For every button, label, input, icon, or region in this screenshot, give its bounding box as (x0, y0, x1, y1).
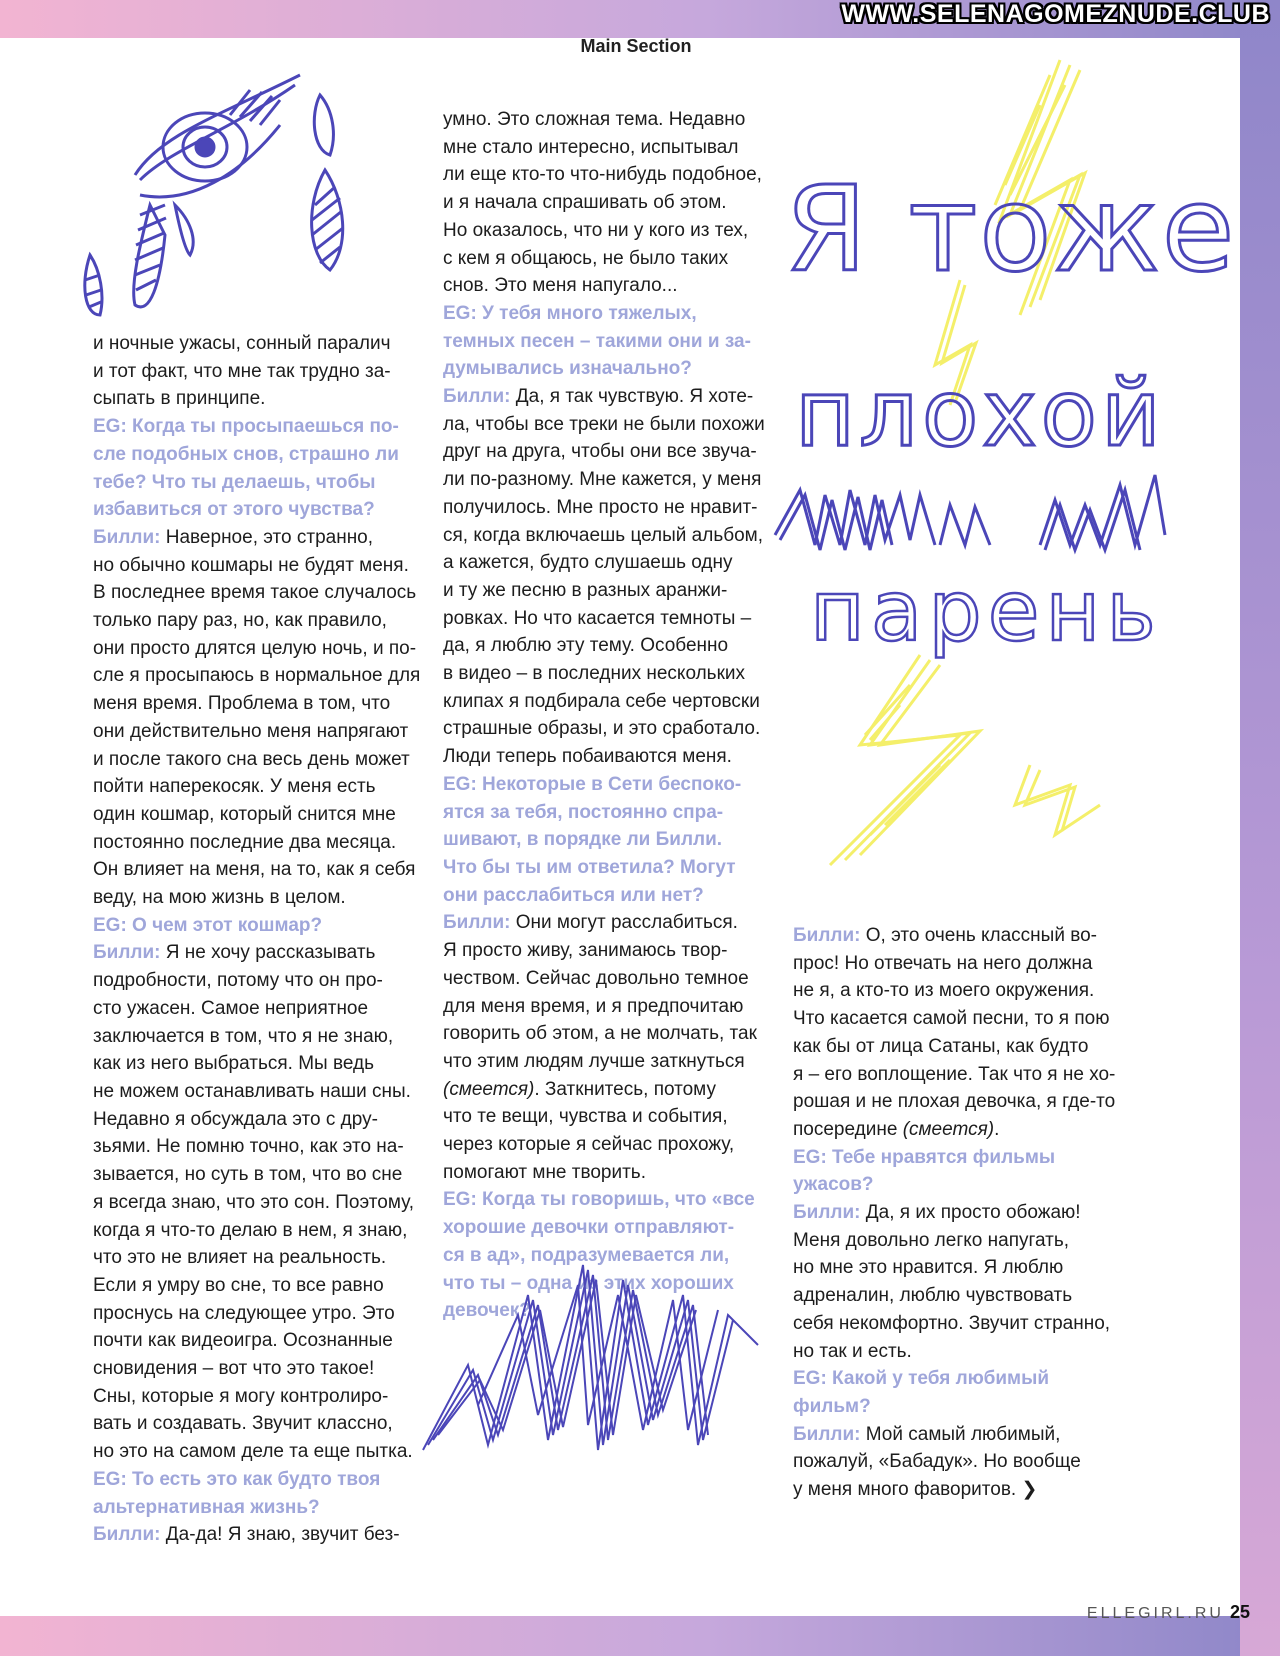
question-line: шивают, в порядке ли Билли. (443, 829, 723, 851)
body-line: чеством. Сейчас довольно темное (443, 967, 749, 989)
question-line: EG: Какой у тебя любимый (793, 1368, 1050, 1390)
body-line: что это не влияет на реальность. (93, 1247, 387, 1269)
body-line: вать и создавать. Звучит классно, (93, 1413, 393, 1435)
question-line: фильм? (793, 1395, 871, 1417)
question-line: альтернативная жизнь? (93, 1496, 320, 1518)
zigzag-doodle (418, 1255, 768, 1465)
speaker-label: Билли: (793, 925, 861, 946)
body-line: Если я умру во сне, то все равно (93, 1274, 384, 1296)
body-line: и ту же песню в разных аранжи- (443, 579, 728, 601)
speaker-label: Билли: (793, 1202, 861, 1224)
question-line: EG: Когда ты говоришь, что «все (443, 1189, 755, 1211)
body-text: . (994, 1118, 1000, 1140)
question-line: темных песен – такими они и за- (443, 330, 751, 352)
body-line: зьями. Не помню точно, как это на- (93, 1136, 404, 1158)
body-line: через которые я сейчас прохожу, (443, 1134, 735, 1156)
question-line: Что бы ты им ответила? Могут (443, 856, 736, 878)
body-line: как из него выбраться. Мы ведь (93, 1053, 374, 1075)
body-line: заключается в том, что я не знаю, (93, 1025, 394, 1047)
body-line: один кошмар, который снится мне (93, 803, 396, 825)
body-line: Я просто живу, занимаюсь твор- (443, 940, 728, 962)
answer-line (93, 524, 423, 552)
body-line: Он влияет на меня, на то, как я себя (93, 859, 416, 881)
body-line: но это на самом деле та еще пытка. (93, 1441, 413, 1463)
body-line: рошая и не плохая девочка, я где-то (793, 1091, 1116, 1113)
question-line: хорошие девочки отправляют- (443, 1217, 735, 1239)
body-line: получилось. Мне просто не нравит- (443, 496, 758, 518)
body-line: у меня много фаворитов. ❯ (793, 1479, 1038, 1501)
body-line: адреналин, люблю чувствовать (793, 1285, 1073, 1307)
body-line: с кем я общаюсь, не было таких (443, 247, 729, 269)
body-line: сновидения – вот что это такое! (93, 1358, 375, 1380)
article-column-1 (93, 330, 423, 1549)
article-column-2 (443, 106, 783, 1325)
body-line: постоянно последние два месяца. (93, 831, 397, 853)
body-line: Меня довольно легко напугать, (793, 1229, 1070, 1251)
body-line: когда я что-то делаю в нем, я знаю, (93, 1219, 408, 1241)
body-line: себя некомфортно. Звучит странно, (793, 1312, 1111, 1334)
body-line: ла, чтобы все треки не были похожи (443, 413, 765, 435)
answer-line (443, 909, 783, 937)
speaker-label: Билли: (443, 912, 511, 934)
body-line: они действительно меня напрягают (93, 720, 409, 742)
body-line: умно. Это сложная тема. Недавно (443, 109, 746, 130)
answer-text: Да, я их просто обожаю! (860, 1202, 1081, 1224)
body-line: снов. Это меня напугало... (443, 275, 678, 297)
answer-line (793, 1421, 1133, 1449)
body-line: меня время. Проблема в том, что (93, 693, 391, 715)
body-line: проснусь на следующее утро. Это (93, 1302, 395, 1324)
speaker-label: Билли: (793, 1423, 861, 1445)
body-line: прос! Но отвечать на него должна (793, 952, 1093, 974)
body-line: сыпать в принципе. (93, 388, 266, 410)
body-line: да, я люблю эту тему. Особенно (443, 635, 729, 657)
question-line: избавиться от этого чувства? (93, 499, 375, 521)
body-line: что те вещи, чувства и события, (443, 1106, 728, 1128)
body-line: В последнее время такое случалось (93, 582, 417, 604)
speaker-label: Билли: (93, 942, 161, 964)
handwritten-title-line-1: Я тоже (785, 160, 1237, 298)
body-line: только пару раз, но, как правило, (93, 610, 387, 632)
body-line: Но оказалось, что ни у кого из тех, (443, 219, 749, 241)
question-line: EG: Тебе нравятся фильмы (793, 1146, 1056, 1168)
page-number: 25 (1229, 1602, 1250, 1622)
body-line: что этим людям лучше заткнуться (443, 1050, 745, 1072)
body-line: страшные образы, и это сработало. (443, 718, 761, 740)
body-line: и после такого сна весь день может (93, 748, 410, 770)
italic-aside: (смеется) (443, 1078, 535, 1100)
section-title: Main Section (580, 36, 692, 56)
body-line: почти как видеоигра. Осознанные (93, 1330, 393, 1352)
speaker-label: Билли: (93, 526, 161, 548)
body-line: сто ужасен. Самое неприятное (93, 997, 369, 1019)
italic-aside: (смеется) (902, 1118, 995, 1140)
answer-line (793, 1199, 1133, 1227)
eye-doodle (80, 55, 310, 325)
body-line: ся, когда включаешь целый альбом, (443, 524, 764, 546)
question-line: девочек? (443, 1300, 531, 1322)
body-line: Сны, которые я могу контролиро- (93, 1385, 389, 1407)
question-line: EG: У тебя много тяжелых, (443, 302, 697, 324)
body-line: не можем останавливать наши сны. (93, 1080, 411, 1102)
body-line: пожалуй, «Бабадук». Но вообще (793, 1451, 1081, 1473)
question-line: что ты – одна из этих хороших (443, 1272, 734, 1294)
answer-line (93, 939, 423, 967)
body-line: сле я просыпаюсь в нормальное для (93, 665, 421, 687)
body-line: ли еще кто-то что-нибудь подобное, (443, 164, 762, 186)
body-line: не я, а кто-то из моего окружения. (793, 980, 1095, 1002)
footer-site: ELLEGIRL.RU (1086, 1605, 1224, 1622)
body-line: а кажется, будто слушаешь одну (443, 552, 733, 574)
page-edge-strip (1240, 0, 1280, 1656)
question-line: ятся за тебя, постоянно спра- (443, 801, 724, 823)
body-text: . Заткнитесь, потому (534, 1078, 716, 1100)
body-line: и тот факт, что мне так трудно за- (93, 360, 391, 382)
question-line: думывались изначально? (443, 358, 692, 380)
body-line: в видео – в последних нескольких (443, 663, 746, 685)
question-line: тебе? Что ты делаешь, чтобы (93, 471, 376, 493)
question-line: ся в ад», подразумевается ли, (443, 1244, 730, 1266)
speaker-label: Билли: (443, 386, 511, 408)
body-line: мне стало интересно, испытывал (443, 136, 739, 158)
question-line: сле подобных снов, страшно ли (93, 443, 399, 465)
body-line: но обычно кошмары не будят меня. (93, 554, 409, 576)
body-line: и я начала спрашивать об этом. (443, 192, 727, 214)
article-column-3 (793, 922, 1133, 1504)
answer-text: Они могут расслабиться. (510, 912, 738, 934)
question-line: EG: Некоторые в Сети беспоко- (443, 773, 742, 795)
watermark: WWW.SELENAGOMEZNUDE.CLUB (841, 0, 1270, 28)
question-line: EG: О чем этот кошмар? (93, 914, 323, 936)
body-text: посередине (793, 1118, 903, 1140)
question-line: EG: То есть это как будто твоя (93, 1468, 381, 1490)
body-line: Недавно я обсуждала это с дру- (93, 1108, 378, 1130)
handwritten-title-art (770, 45, 1237, 895)
body-line: я всегда знаю, что это сон. Поэтому, (93, 1191, 414, 1213)
body-line: но так и есть. (793, 1340, 912, 1362)
question-line: ужасов? (793, 1174, 874, 1196)
body-line: зывается, но суть в том, что во сне (93, 1164, 403, 1186)
speaker-label: Билли: (93, 1524, 161, 1546)
body-line (443, 1076, 783, 1104)
answer-text: Наверное, это странно, (160, 526, 374, 548)
body-line: клипах я подбирала себе чертовски (443, 690, 760, 712)
body-line: Что касается самой песни, то я пою (793, 1008, 1110, 1030)
body-line: говорить об этом, а не молчать, так (443, 1023, 757, 1045)
answer-text: О, это очень классный во- (860, 925, 1097, 946)
body-line: но мне это нравится. Я люблю (793, 1257, 1064, 1279)
body-line: подробности, потому что он про- (93, 970, 383, 992)
body-line (793, 1116, 1133, 1144)
handwritten-title-line-3: парень (810, 562, 1162, 660)
body-line: как бы от лица Сатаны, как будто (793, 1035, 1089, 1057)
answer-text: Я не хочу рассказывать (160, 942, 376, 964)
answer-text: Да-да! Я знаю, звучит без- (160, 1524, 400, 1546)
body-line: и ночные ужасы, сонный паралич (93, 333, 391, 354)
answer-text: Мой самый любимый, (860, 1423, 1061, 1445)
body-line: ли по-разному. Мне кажется, у меня (443, 469, 762, 491)
answer-text: Да, я так чувствую. Я хоте- (510, 386, 754, 408)
body-line: они просто длятся целую ночь, и по- (93, 637, 417, 659)
body-line: ровках. Но что касается темноты – (443, 607, 752, 629)
body-line: пойти наперекосяк. У меня есть (93, 776, 376, 798)
body-line: я – его воплощение. Так что я не хо- (793, 1063, 1116, 1085)
question-line: EG: Когда ты просыпаешься по- (93, 416, 399, 438)
body-line: Люди теперь побаиваются меня. (443, 746, 732, 768)
body-line: друг на друга, чтобы они все звуча- (443, 441, 757, 463)
question-line: они расслабиться или нет? (443, 884, 704, 906)
page-footer (1087, 1602, 1250, 1623)
handwritten-title-line-2: плохой (795, 360, 1165, 467)
body-line: для меня время, и я предпочитаю (443, 995, 744, 1017)
answer-line (443, 383, 783, 411)
body-line: помогают мне творить. (443, 1161, 646, 1183)
body-line: веду, на мою жизнь в целом. (93, 887, 346, 909)
answer-line (93, 1521, 423, 1549)
answer-line (793, 922, 1133, 950)
